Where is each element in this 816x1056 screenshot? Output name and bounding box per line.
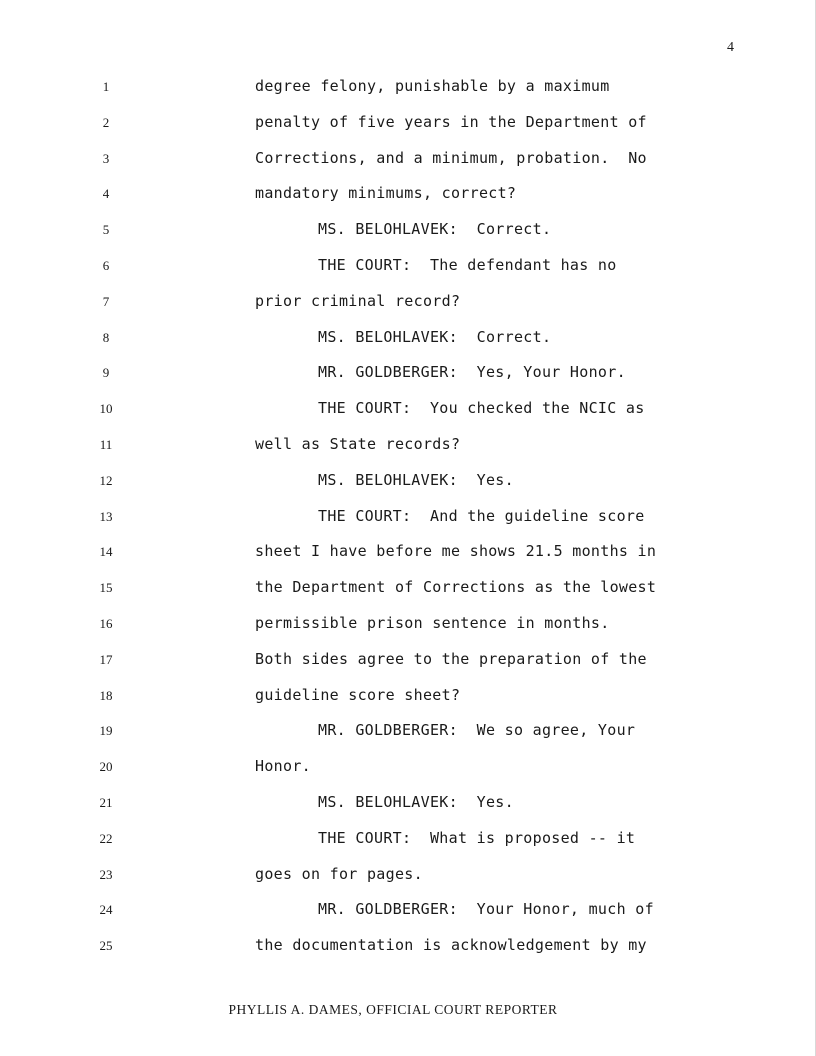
transcript-line [0, 363, 816, 399]
line-number: 19 [99, 723, 113, 739]
line-text: THE COURT: What is proposed -- it [318, 828, 636, 847]
line-text: Corrections, and a minimum, probation. No [255, 148, 647, 167]
line-number: 10 [99, 401, 113, 417]
line-number: 22 [99, 830, 113, 846]
line-number: 14 [99, 544, 113, 560]
line-text: penalty of five years in the Department of [255, 112, 647, 131]
line-text: mandatory minimums, correct? [255, 184, 517, 203]
transcript-line [0, 399, 816, 435]
line-number: 24 [99, 902, 113, 918]
reporter-footer: PHYLLIS A. DAMES, OFFICIAL COURT REPORTER [228, 1002, 558, 1017]
transcript-line [0, 149, 816, 185]
transcript-line [0, 471, 816, 507]
transcript-line [0, 184, 816, 220]
transcript-line [0, 757, 816, 793]
line-text: permissible prison sentence in months. [255, 614, 610, 632]
line-text: guideline score sheet? [255, 685, 461, 704]
line-text: the documentation is acknowledgement by my [255, 936, 647, 955]
line-text: well as State records? [255, 435, 461, 453]
line-text: prior criminal record? [255, 291, 461, 310]
transcript-line [0, 686, 816, 722]
transcript-line [0, 650, 816, 686]
transcript-line [0, 900, 816, 936]
line-number: 2 [102, 114, 110, 130]
line-number: 15 [99, 580, 113, 596]
transcript-line [0, 292, 816, 328]
line-number: 25 [99, 938, 113, 954]
line-text: Honor. [255, 757, 311, 776]
line-text: THE COURT: And the guideline score [318, 506, 645, 525]
line-text: THE COURT: You checked the NCIC as [318, 399, 645, 418]
line-number: 17 [99, 651, 113, 667]
line-text: MR. GOLDBERGER: We so agree, Your [318, 721, 636, 740]
transcript-line [0, 77, 816, 113]
line-text: MS. BELOHLAVEK: Correct. [318, 220, 552, 239]
transcript-line [0, 614, 816, 650]
transcript-line [0, 435, 816, 471]
line-number: 21 [99, 795, 113, 810]
page-number: 4 [727, 40, 734, 55]
line-number: 6 [102, 258, 110, 273]
line-text: the Department of Corrections as the lowest [255, 578, 657, 597]
transcript-line [0, 721, 816, 757]
line-text: MR. GOLDBERGER: Yes, Your Honor. [318, 363, 626, 382]
line-number: 7 [102, 293, 110, 309]
line-text: degree felony, punishable by a maximum [255, 77, 610, 95]
line-text: MS. BELOHLAVEK: Yes. [318, 793, 514, 811]
line-number: 5 [102, 222, 110, 238]
transcript-line [0, 256, 816, 292]
line-number: 16 [99, 616, 113, 631]
line-text: sheet I have before me shows 21.5 months in [255, 542, 657, 561]
line-number: 20 [99, 759, 113, 775]
line-text: THE COURT: The defendant has no [318, 256, 617, 274]
line-number: 11 [99, 437, 113, 452]
line-text: goes on for pages. [255, 864, 423, 883]
line-number: 23 [99, 866, 113, 882]
line-number: 13 [99, 508, 113, 524]
transcript-line [0, 865, 816, 901]
line-text: Both sides agree to the preparation of the [255, 649, 647, 668]
line-text: MS. BELOHLAVEK: Correct. [318, 327, 552, 346]
line-number: 8 [102, 329, 110, 345]
transcript-line [0, 578, 816, 614]
transcript-line [0, 328, 816, 364]
line-number: 12 [99, 472, 113, 488]
transcript-line [0, 793, 816, 829]
line-number: 18 [99, 687, 113, 703]
line-number: 4 [102, 186, 110, 202]
line-text: MS. BELOHLAVEK: Yes. [318, 470, 514, 489]
transcript-line [0, 220, 816, 256]
transcript-line [0, 113, 816, 149]
line-text: MR. GOLDBERGER: Your Honor, much of [318, 900, 654, 919]
line-number: 3 [102, 150, 110, 166]
transcript-line [0, 829, 816, 865]
transcript-line [0, 507, 816, 543]
transcript-line [0, 542, 816, 578]
line-number: 1 [102, 79, 110, 94]
transcript-line [0, 936, 816, 972]
line-number: 9 [102, 365, 110, 381]
